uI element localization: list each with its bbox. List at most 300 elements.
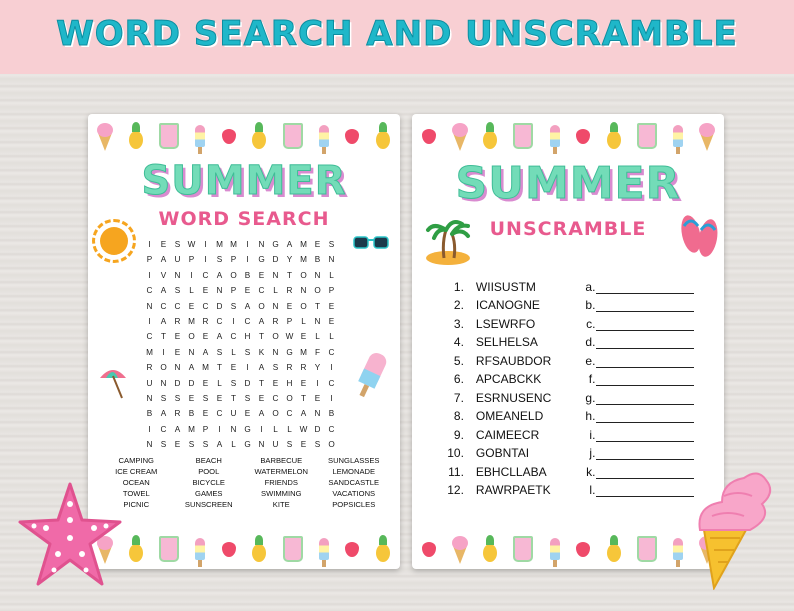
grid-letter: E	[314, 393, 321, 403]
grid-letter: O	[258, 301, 265, 311]
grid-letter: E	[188, 393, 195, 403]
scrambled-word: GOBNTAI	[475, 446, 530, 460]
grid-letter: A	[160, 255, 167, 265]
grid-letter: R	[174, 316, 181, 326]
answer-letter: a.	[585, 279, 596, 294]
unscramble-row	[444, 312, 694, 331]
grid-letter: C	[244, 316, 251, 326]
answer-letter: j.	[589, 446, 596, 460]
item-number: 11.	[448, 464, 464, 479]
grid-letter: T	[300, 393, 306, 403]
grid-letter: N	[258, 440, 265, 450]
grid-letter: E	[230, 363, 237, 373]
grid-row	[143, 299, 338, 314]
grid-letter: I	[246, 240, 249, 249]
grid-row	[143, 376, 338, 391]
word-search-card	[88, 114, 400, 569]
summer-heading: SUMMER	[455, 158, 681, 209]
grid-letter: O	[230, 270, 237, 280]
grid-letter: C	[258, 286, 265, 296]
answer-line[interactable]	[596, 429, 694, 442]
grid-letter: N	[314, 409, 321, 419]
item-number: 8.	[453, 409, 464, 423]
grid-row	[143, 437, 338, 452]
grid-letter: B	[328, 409, 335, 419]
grid-letter: I	[316, 378, 319, 388]
unscramble-row	[444, 423, 694, 442]
unscramble-row	[444, 386, 694, 405]
grid-letter: S	[202, 440, 209, 450]
grid-letter: C	[160, 424, 167, 434]
pineapple-icon	[252, 544, 266, 562]
unscramble-row	[444, 442, 694, 461]
grid-letter: M	[300, 255, 307, 265]
pineapple-icon	[483, 131, 497, 149]
grid-letter: N	[188, 347, 195, 357]
grid-letter: S	[160, 440, 167, 450]
grid-letter: I	[162, 347, 165, 357]
grid-letter: A	[160, 316, 167, 326]
grid-letter: G	[286, 347, 293, 357]
pineapple-icon	[483, 544, 497, 562]
word-list-item: GAMES	[195, 489, 223, 498]
grid-letter: E	[300, 440, 307, 450]
grid-letter: A	[286, 240, 293, 249]
grid-letter: O	[286, 393, 293, 403]
grid-letter: S	[314, 440, 321, 450]
scrambled-word: EBHCLLABA	[475, 464, 547, 479]
grid-letter: R	[202, 316, 209, 326]
answer-letter: i.	[589, 427, 596, 442]
answer-line[interactable]	[596, 281, 694, 294]
grid-letter: A	[300, 409, 307, 419]
grid-letter: P	[202, 424, 209, 434]
unscramble-card	[412, 114, 724, 569]
popsicle-icon	[195, 125, 205, 147]
grid-letter: Y	[286, 255, 293, 265]
ice-cream-icon	[453, 546, 467, 564]
grid-letter: F	[314, 347, 320, 357]
word-list-item: FRIENDS	[264, 478, 298, 487]
scrambled-word: OMEANELD	[475, 409, 544, 423]
item-number: 5.	[453, 353, 464, 368]
grid-letter: T	[258, 332, 264, 342]
grid-letter: L	[231, 347, 236, 357]
answer-line[interactable]	[596, 336, 694, 349]
grid-letter: D	[314, 424, 321, 434]
grid-letter: E	[314, 240, 321, 249]
answer-line[interactable]	[596, 447, 694, 460]
smoothie-cup-icon	[637, 536, 657, 562]
banner-title: WORD SEARCH AND UNSCRAMBLE	[56, 14, 738, 54]
grid-letter: H	[244, 332, 251, 342]
grid-letter: C	[230, 332, 237, 342]
grid-letter: T	[216, 363, 222, 373]
grid-letter: L	[329, 332, 334, 342]
grid-letter: G	[258, 255, 265, 265]
answer-line[interactable]	[596, 299, 694, 312]
answer-letter: c.	[586, 316, 596, 331]
pineapple-icon	[252, 131, 266, 149]
grid-letter: O	[328, 440, 335, 450]
smoothie-cup-icon	[513, 536, 533, 562]
grid-letter: I	[260, 424, 263, 434]
strawberry-icon	[422, 129, 436, 144]
grid-letter: S	[244, 393, 251, 403]
unscramble-row	[444, 275, 694, 294]
answer-line[interactable]	[596, 318, 694, 331]
word-list-item: ICE CREAM	[115, 467, 158, 476]
grid-letter: P	[188, 255, 195, 265]
grid-letter: S	[174, 240, 181, 249]
grid-letter: N	[174, 363, 181, 373]
grid-letter: A	[216, 332, 223, 342]
grid-letter: M	[300, 347, 307, 357]
grid-letter: N	[272, 347, 279, 357]
grid-letter: A	[188, 363, 195, 373]
grid-letter: W	[187, 240, 196, 249]
grid-letter: I	[204, 255, 207, 265]
scrambled-word: LSEWRFO	[475, 316, 536, 331]
answer-line[interactable]	[596, 484, 694, 497]
grid-letter: V	[160, 270, 167, 280]
grid-letter: S	[216, 347, 223, 357]
grid-row	[143, 268, 338, 283]
summer-heading: SUMMER	[141, 158, 347, 204]
grid-letter: E	[328, 301, 335, 311]
flip-flops-icon	[680, 212, 720, 260]
popsicle-icon	[319, 125, 329, 147]
grid-letter: N	[272, 301, 279, 311]
grid-letter: P	[146, 255, 153, 265]
grid-letter: A	[258, 409, 265, 419]
grid-letter: A	[258, 363, 265, 373]
grid-letter: K	[258, 347, 265, 357]
grid-letter: C	[272, 393, 279, 403]
strawberry-icon	[576, 129, 590, 144]
strawberry-icon	[576, 542, 590, 557]
grid-letter: E	[188, 301, 195, 311]
strawberry-icon	[345, 129, 359, 144]
item-number: 7.	[453, 390, 464, 405]
bottom-decoration-row	[88, 531, 400, 567]
grid-letter: C	[202, 270, 209, 280]
grid-letter: B	[188, 409, 195, 419]
grid-letter: N	[258, 240, 265, 249]
grid-letter: E	[160, 240, 167, 249]
grid-letter: M	[300, 240, 307, 249]
grid-letter: E	[300, 332, 307, 342]
grid-letter: R	[300, 363, 307, 373]
ice-cream-icon	[98, 133, 112, 151]
grid-letter: C	[286, 409, 293, 419]
grid-letter: I	[232, 316, 235, 326]
grid-letter: N	[272, 270, 279, 280]
answer-line[interactable]	[596, 410, 694, 423]
grid-letter: R	[286, 286, 293, 296]
scrambled-word: WIISUSTM	[475, 279, 536, 294]
grid-letter: S	[174, 393, 181, 403]
grid-letter: I	[204, 240, 207, 249]
grid-letter: D	[216, 301, 223, 311]
item-number: 4.	[453, 335, 464, 349]
grid-letter: C	[146, 286, 153, 296]
grid-letter: S	[202, 393, 209, 403]
grid-letter: I	[330, 393, 333, 403]
grid-letter: L	[329, 270, 334, 280]
unscramble-row	[444, 368, 694, 387]
word-list-item: POPSICLES	[332, 500, 376, 509]
grid-letter: P	[230, 255, 237, 265]
popsicle-icon	[354, 350, 388, 400]
starfish-icon	[14, 480, 126, 592]
grid-letter: U	[230, 409, 237, 419]
grid-letter: E	[202, 378, 209, 388]
grid-letter: A	[216, 270, 223, 280]
smoothie-cup-icon	[283, 536, 303, 562]
grid-letter: U	[146, 378, 153, 388]
grid-letter: A	[216, 440, 223, 450]
grid-letter: U	[174, 255, 181, 265]
grid-letter: O	[314, 286, 321, 296]
grid-letter: T	[160, 332, 166, 342]
smoothie-cup-icon	[159, 536, 179, 562]
answer-letter: k.	[586, 464, 596, 479]
grid-letter: N	[160, 378, 167, 388]
grid-letter: T	[258, 378, 264, 388]
grid-letter: N	[314, 316, 321, 326]
grid-letter: S	[188, 440, 195, 450]
grid-letter: S	[230, 301, 237, 311]
unscramble-row	[444, 479, 694, 498]
grid-letter: A	[258, 316, 265, 326]
grid-letter: N	[146, 301, 153, 311]
grid-letter: C	[328, 424, 335, 434]
scrambled-word: CAIMEECR	[475, 427, 540, 442]
item-number: 6.	[453, 372, 464, 386]
grid-letter: M	[146, 347, 153, 357]
scrambled-word: ICANOGNE	[475, 298, 540, 312]
grid-row	[143, 283, 338, 298]
grid-letter: N	[230, 424, 237, 434]
grid-letter: P	[286, 316, 293, 326]
grid-letter: M	[188, 316, 195, 326]
grid-letter: N	[314, 270, 321, 280]
grid-letter: O	[300, 301, 307, 311]
unscramble-row	[444, 331, 694, 350]
item-number: 12.	[447, 483, 464, 497]
word-list-item: SUNGLASSES	[328, 456, 380, 465]
item-number: 9.	[453, 427, 464, 442]
grid-letter: B	[146, 409, 153, 419]
answer-letter: b.	[585, 298, 596, 312]
unscramble-subtitle: UNSCRAMBLE	[489, 218, 647, 240]
word-list-item: KITE	[272, 500, 290, 509]
smoothie-cup-icon	[159, 123, 179, 149]
grid-letter: R	[146, 363, 153, 373]
grid-letter: C	[146, 332, 153, 342]
grid-letter: E	[202, 286, 209, 296]
item-number: 1.	[453, 279, 464, 294]
grid-letter: I	[148, 240, 151, 249]
grid-letter: I	[246, 363, 249, 373]
grid-letter: S	[328, 240, 335, 249]
scrambled-word: ESRNUSENC	[475, 390, 552, 405]
word-search-subtitle: WORD SEARCH	[158, 208, 330, 230]
pineapple-icon	[129, 131, 143, 149]
answer-letter: l.	[589, 483, 596, 497]
grid-letter: R	[286, 363, 293, 373]
grid-letter: P	[230, 286, 237, 296]
answer-letter: f.	[588, 372, 596, 386]
top-decoration-row	[412, 118, 724, 154]
grid-letter: R	[174, 409, 181, 419]
word-list-item: BEACH	[195, 456, 222, 465]
grid-letter: E	[258, 393, 265, 403]
grid-letter: C	[216, 409, 223, 419]
unscramble-row	[444, 405, 694, 424]
popsicle-icon	[195, 538, 205, 560]
grid-letter: A	[160, 286, 167, 296]
grid-letter: A	[202, 347, 209, 357]
grid-letter: E	[328, 316, 335, 326]
grid-letter: S	[174, 286, 181, 296]
grid-letter: O	[160, 363, 167, 373]
smoothie-cup-icon	[637, 123, 657, 149]
grid-letter: N	[216, 286, 223, 296]
word-list-item: CAMPING	[118, 456, 154, 465]
grid-row	[143, 406, 338, 421]
word-list-item: PICNIC	[123, 500, 150, 509]
grid-letter: N	[146, 393, 153, 403]
pineapple-icon	[129, 544, 143, 562]
grid-letter: S	[216, 255, 223, 265]
grid-letter: N	[328, 255, 335, 265]
sun-icon	[100, 227, 128, 255]
grid-letter: E	[202, 332, 209, 342]
grid-letter: W	[299, 424, 308, 434]
grid-letter: C	[216, 316, 223, 326]
answer-line[interactable]	[596, 373, 694, 386]
grid-letter: E	[174, 347, 181, 357]
grid-letter: E	[300, 378, 307, 388]
grid-letter: S	[286, 440, 293, 450]
beach-umbrella-icon	[98, 364, 128, 400]
item-number: 3.	[453, 316, 464, 331]
unscramble-row	[444, 294, 694, 313]
grid-letter: A	[160, 409, 167, 419]
popsicle-icon	[319, 538, 329, 560]
grid-letter: L	[231, 440, 236, 450]
answer-letter: d.	[585, 335, 596, 349]
grid-letter: G	[244, 440, 251, 450]
grid-letter: C	[160, 301, 167, 311]
grid-letter: L	[287, 424, 292, 434]
grid-letter: B	[244, 270, 251, 280]
grid-row	[143, 422, 338, 437]
grid-letter: O	[272, 332, 279, 342]
grid-letter: D	[244, 378, 251, 388]
grid-letter: S	[230, 378, 237, 388]
pineapple-icon	[376, 544, 390, 562]
scrambled-word: RFSAUBDOR	[475, 353, 552, 368]
grid-letter: I	[148, 270, 151, 280]
grid-letter: N	[300, 286, 307, 296]
smoothie-cup-icon	[513, 123, 533, 149]
grid-letter: C	[328, 378, 335, 388]
word-list-item: LEMONADE	[332, 467, 376, 476]
answer-letter: g.	[585, 390, 596, 405]
grid-letter: O	[300, 270, 307, 280]
ice-cream-icon	[700, 133, 714, 151]
word-list-item: OCEAN	[122, 478, 150, 487]
grid-letter: S	[160, 393, 167, 403]
word-list	[100, 456, 390, 509]
title-banner	[0, 0, 794, 74]
grid-letter: I	[330, 363, 333, 373]
grid-row	[143, 314, 338, 329]
item-number: 2.	[453, 298, 464, 312]
word-list-item: BARBECUE	[260, 456, 303, 465]
strawberry-icon	[345, 542, 359, 557]
scrambled-word: SELHELSA	[475, 335, 538, 349]
answer-line[interactable]	[596, 466, 694, 479]
grid-letter: L	[301, 316, 306, 326]
word-search-grid	[143, 237, 338, 452]
grid-letter: R	[272, 316, 279, 326]
scrambled-word: APCABCKK	[475, 372, 542, 386]
grid-row	[143, 237, 338, 252]
grid-letter: T	[230, 393, 236, 403]
grid-letter: E	[174, 332, 181, 342]
grid-letter: C	[202, 301, 209, 311]
ice-cream-icon	[453, 133, 467, 151]
grid-letter: T	[314, 301, 320, 311]
grid-letter: T	[286, 270, 292, 280]
grid-letter: W	[285, 332, 294, 342]
grid-letter: B	[314, 255, 321, 265]
unscramble-row	[444, 349, 694, 368]
grid-letter: E	[286, 301, 293, 311]
popsicle-icon	[550, 125, 560, 147]
grid-letter: O	[188, 332, 195, 342]
grid-row	[143, 329, 338, 344]
strawberry-icon	[222, 129, 236, 144]
grid-letter: L	[273, 424, 278, 434]
smoothie-cup-icon	[283, 123, 303, 149]
unscramble-list	[444, 275, 694, 497]
grid-letter: Y	[314, 363, 321, 373]
grid-letter: E	[244, 409, 251, 419]
bottom-decoration-row	[412, 531, 724, 567]
grid-letter: S	[272, 363, 279, 373]
top-decoration-row	[88, 118, 400, 154]
grid-letter: N	[146, 440, 153, 450]
grid-letter: I	[246, 255, 249, 265]
grid-letter: O	[272, 409, 279, 419]
grid-letter: D	[174, 378, 181, 388]
answer-line[interactable]	[596, 392, 694, 405]
word-list-item: POOL	[198, 467, 220, 476]
answer-line[interactable]	[596, 355, 694, 368]
grid-letter: M	[230, 240, 237, 249]
word-list-item: WATERMELON	[254, 467, 309, 476]
grid-letter: C	[328, 347, 335, 357]
word-list-item: BICYCLE	[192, 478, 225, 487]
word-list-item: SWIMMING	[261, 489, 302, 498]
grid-row	[143, 391, 338, 406]
grid-letter: A	[174, 424, 181, 434]
